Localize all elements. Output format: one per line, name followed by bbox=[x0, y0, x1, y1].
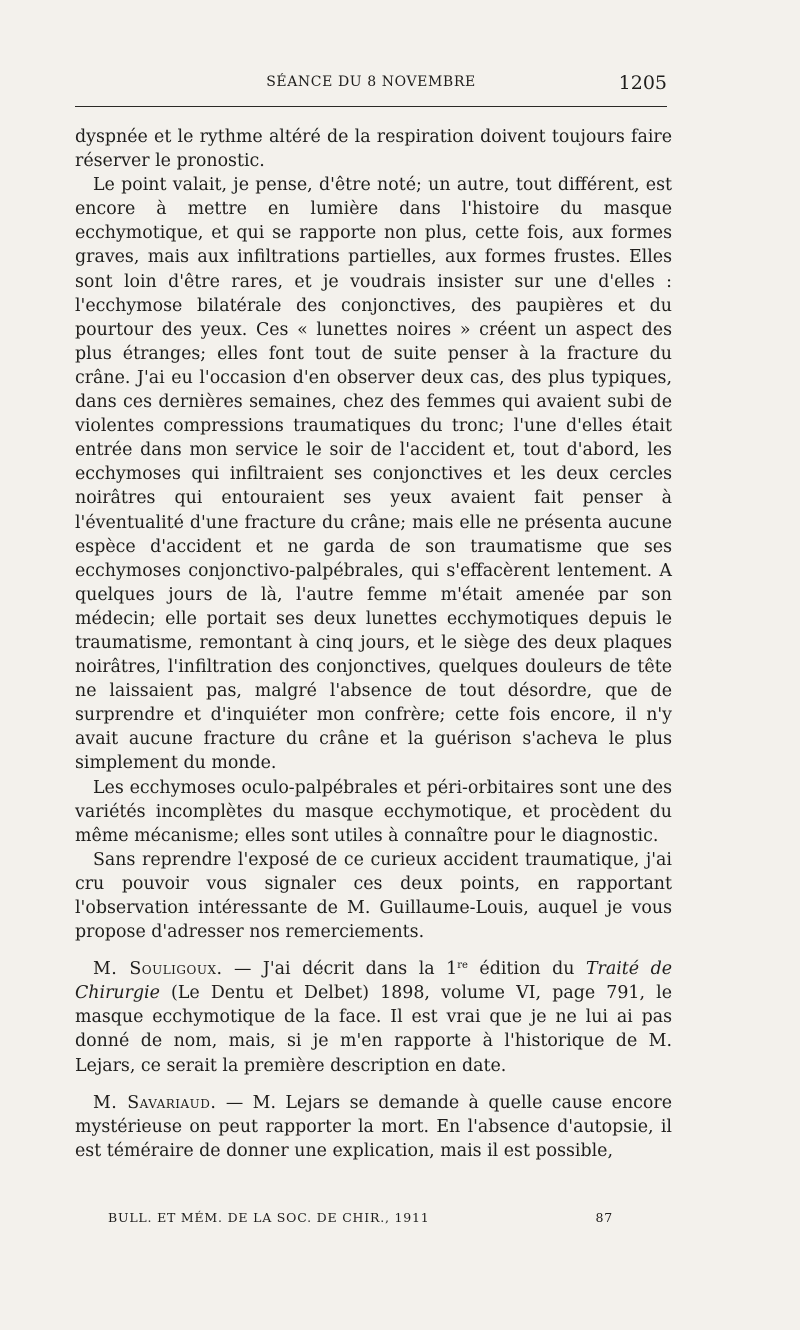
journal-footer: BULL. ET MÉM. DE LA SOC. DE CHIR., 1911 bbox=[108, 1210, 430, 1225]
paragraph-conclusion: Sans reprendre l'exposé de ce curieux accident traumatique, j'ai cru pouvoir vous signaler ces deux points, en rapportant l'observation intéressante de M. Guillaume-Louis, auquel je vous propose d'adresser nos remerciements. bbox=[75, 849, 672, 943]
souligoux-text-a: — J'ai décrit dans la 1 bbox=[222, 959, 458, 980]
savariaud-text: — M. Lejars se demande à quelle cause encore mystérieuse on peut rapporter la mort. En l'absence d'autopsie, il est téméraire de donner une explication, mais il est possible, bbox=[75, 1092, 672, 1161]
souligoux-remark bbox=[75, 957, 672, 1077]
souligoux-text-b: édition du bbox=[467, 959, 586, 980]
souligoux-text-c: (Le Dentu et Delbet) 1898, volume VI, page 791, le masque ecchymotique de la face. Il est vrai que je ne lui ai pas donné de nom, mais, si je m'en rapporte à l'historique de M. Lejars, ce serait la première description en date. bbox=[75, 983, 672, 1076]
speaker-souligoux: M. Souligoux. bbox=[93, 959, 223, 980]
body-text bbox=[75, 125, 672, 1163]
edition-superscript: re bbox=[457, 960, 468, 972]
speaker-savariaud: M. Savariaud. bbox=[93, 1092, 217, 1113]
header-rule bbox=[75, 106, 667, 107]
sheet-signature: 87 bbox=[595, 1210, 613, 1225]
page-number: 1205 bbox=[618, 72, 667, 94]
page-header bbox=[75, 72, 667, 102]
page-footer bbox=[108, 1210, 613, 1234]
paragraph-continuation: dyspnée et le rythme altéré de la respiration doivent toujours faire réserver le pronostic. bbox=[75, 127, 672, 172]
paragraph-ecchymoses-varietes: Les ecchymoses oculo-palpébrales et péri-orbitaires sont une des variétés incomplètes du masque ecchymotique, et procèdent du même mécanisme; elles sont utiles à connaître pour le diagnostic. bbox=[75, 777, 672, 846]
paragraph-lunettes-noires: Le point valait, je pense, d'être noté; un autre, tout différent, est encore à mettre en lumière dans l'histoire du masque ecchymotique, et qui se rapporte non plus, cette fois, aux formes graves, mais aux infiltrations partielles, aux formes frustes. Elles sont loin d'être rares, et je voudrais insister sur une d'elles : l'ecchymose bilatérale des conjonctives, des paupières et du pourtour des yeux. Ces « lunettes noires » créent un aspect des plus étranges; elles font tout de suite penser à la fracture du crâne. J'ai eu l'occasion d'en observer deux cas, des plus typiques, dans ces dernières semaines, chez des femmes qui avaient subi de violentes compressions traumatiques du tronc; l'une d'elles était entrée dans mon service le soir de l'accident et, tout d'abord, les ecchymoses qui infiltraient ses conjonctives et les deux cercles noirâtres qui entouraient ses yeux avaient fait penser à l'éventualité d'une fracture du crâne; mais elle ne présenta aucune espèce d'accident et ne garda de son traumatisme que ses ecchymoses conjonctivo-palpébrales, qui s'effacèrent lentement. A quelques jours de là, l'autre femme m'était amenée par son médecin; elle portait ses deux lunettes ecchymotiques depuis le traumatisme, remontant à cinq jours, et le siège des deux plaques noirâtres, l'infiltration des conjonctives, quelques douleurs de tête ne laissaient pas, malgré l'absence de tout désordre, que de surprendre et d'inquiéter mon confrère; cette fois encore, il n'y avait aucune fracture du crâne et la guérison s'acheva le plus simplement du monde. bbox=[75, 175, 672, 774]
book-title: Traité de Chirurgie bbox=[75, 959, 672, 1004]
savariaud-remark bbox=[75, 1091, 672, 1163]
running-head: SÉANCE DU 8 NOVEMBRE bbox=[266, 74, 476, 90]
